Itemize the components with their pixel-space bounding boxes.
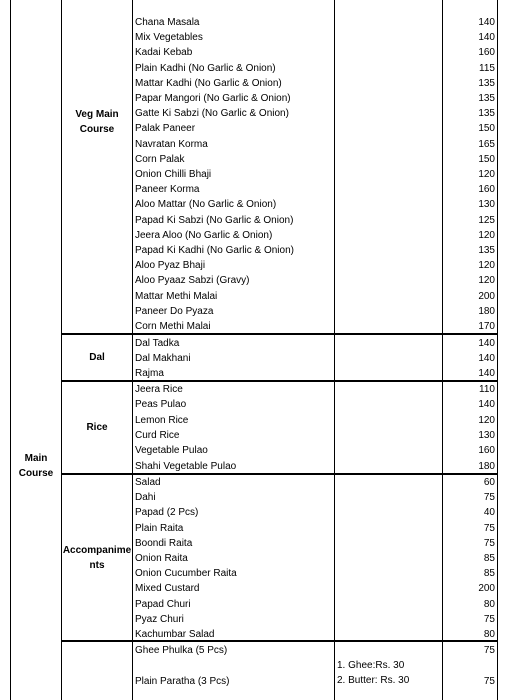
menu-item-name: Boondi Raita (135, 537, 193, 549)
menu-item-price: 75 (483, 613, 495, 625)
separator-rice-accompaniments (61, 473, 498, 475)
menu-item-price: 160 (478, 184, 495, 196)
menu-item-price: 120 (478, 229, 495, 241)
menu-item-price: 80 (483, 598, 495, 610)
menu-item-name: Onion Raita (135, 553, 188, 564)
menu-item-price: 120 (478, 169, 495, 180)
menu-item-name: Chana Masala (135, 17, 200, 28)
menu-item-name: Papad Ki Kadhi (No Garlic & Onion) (135, 245, 294, 256)
menu-item-price: 125 (478, 214, 495, 226)
menu-item-price: 150 (478, 153, 495, 165)
menu-item-price: 170 (478, 321, 495, 332)
menu-item-price: 130 (478, 199, 495, 211)
menu-item-name: Papar Mangori (No Garlic & Onion) (135, 93, 291, 104)
table-border-right (497, 0, 498, 700)
menu-item-name: Mix Vegetables (135, 32, 203, 44)
menu-item-name: Pyaz Churi (135, 613, 184, 625)
menu-item-name: Dal Makhani (135, 353, 191, 365)
menu-item-name: Papad (2 Pcs) (135, 507, 199, 519)
menu-item-price: 160 (478, 47, 495, 59)
menu-item-price: 85 (483, 568, 495, 580)
menu-item-price: 115 (479, 62, 495, 74)
menu-item-name: Mattar Kadhi (No Garlic & Onion) (135, 77, 282, 89)
menu-item-price: 110 (479, 384, 495, 395)
menu-item-name: Lemon Rice (135, 414, 189, 426)
category-veg-main-line2: Course (79, 124, 115, 135)
menu-item-price: 160 (478, 445, 495, 457)
menu-item-price: 150 (478, 123, 495, 135)
menu-item-name: Jeera Rice (135, 384, 183, 395)
table-divider-category (132, 0, 133, 700)
menu-item-name: Rajma (135, 368, 164, 380)
menu-item-price: 140 (478, 17, 495, 28)
category-rice: Rice (86, 422, 108, 433)
table-divider-price (442, 0, 443, 700)
separator-accompaniments-breads (61, 640, 498, 642)
menu-item-name: Mattar Methi Malai (135, 290, 218, 302)
menu-item-price: 135 (478, 245, 495, 256)
menu-item-name: Dahi (135, 492, 156, 504)
menu-item-name: Aloo Mattar (No Garlic & Onion) (135, 199, 277, 211)
menu-item-price: 180 (478, 460, 495, 472)
menu-item-price: 135 (478, 77, 495, 89)
menu-item-price: 135 (478, 108, 495, 120)
table-border-left (10, 0, 11, 700)
menu-item-name: Kachumbar Salad (135, 629, 215, 640)
menu-item-note: 1. Ghee:Rs. 30 (337, 660, 405, 671)
category-accompaniments (62, 543, 132, 573)
menu-item-price: 140 (478, 338, 495, 349)
menu-item-name: Onion Cucumber Raita (135, 568, 237, 580)
menu-item-name: Palak Paneer (135, 123, 196, 135)
menu-item-name: Aloo Pyaz Bhaji (135, 260, 206, 272)
menu-item-price: 120 (478, 275, 495, 287)
menu-item-name: Gatte Ki Sabzi (No Garlic & Onion) (135, 108, 289, 120)
menu-item-price: 75 (483, 522, 495, 534)
menu-item-price: 120 (478, 260, 495, 272)
category-dal: Dal (89, 352, 105, 363)
category-veg-main-line1: Veg Main (75, 109, 119, 120)
menu-item-price: 75 (483, 676, 495, 687)
category-accompaniments-line2: nts (89, 560, 105, 571)
menu-item-price: 85 (483, 553, 495, 564)
menu-item-name: Plain Kadhi (No Garlic & Onion) (135, 62, 276, 74)
menu-item-price: 75 (483, 492, 495, 504)
main-section-label: Main Course (18, 453, 54, 479)
menu-item-price: 200 (478, 583, 495, 595)
menu-item-name: Onion Chilli Bhaji (135, 169, 212, 180)
menu-item-note: 2. Butter: Rs. 30 (337, 675, 410, 686)
menu-item-name: Mixed Custard (135, 583, 200, 595)
menu-item-name: Peas Pulao (135, 399, 187, 411)
menu-item-name: Curd Rice (135, 429, 180, 441)
menu-item-name: Kadai Kebab (135, 47, 193, 59)
menu-item-price: 75 (483, 645, 495, 656)
category-accompaniments-line1: Accompanime (62, 545, 132, 556)
menu-item-name: Dal Tadka (135, 338, 180, 349)
menu-item-name: Plain Raita (135, 522, 184, 534)
category-veg-main (62, 107, 132, 137)
menu-item-price: 80 (483, 629, 495, 640)
menu-item-name: Salad (135, 477, 161, 488)
menu-item-price: 180 (478, 305, 495, 317)
menu-item-name: Aloo Pyaaz Sabzi (Gravy) (135, 275, 250, 287)
menu-item-name: Shahi Vegetable Pulao (135, 460, 237, 472)
menu-item-price: 140 (478, 368, 495, 380)
menu-item-name: Papad Churi (135, 598, 191, 610)
menu-item-price: 165 (478, 138, 495, 150)
menu-item-price: 75 (483, 537, 495, 549)
menu-item-price: 140 (478, 399, 495, 411)
menu-item-price: 60 (483, 477, 495, 488)
menu-item-name: Plain Paratha (3 Pcs) (135, 676, 230, 687)
menu-item-name: Ghee Phulka (5 Pcs) (135, 645, 228, 656)
table-divider-notes (334, 0, 335, 700)
separator-veg-dal (61, 333, 498, 335)
menu-item-name: Navratan Korma (135, 138, 208, 150)
menu-item-price: 130 (478, 429, 495, 441)
menu-item-price: 40 (483, 507, 495, 519)
menu-item-name: Paneer Do Pyaza (135, 305, 214, 317)
menu-item-name: Corn Palak (135, 153, 185, 165)
menu-item-name: Papad Ki Sabzi (No Garlic & Onion) (135, 214, 294, 226)
menu-item-name: Paneer Korma (135, 184, 200, 196)
menu-item-name: Jeera Aloo (No Garlic & Onion) (135, 229, 273, 241)
menu-item-name: Vegetable Pulao (135, 445, 208, 457)
separator-dal-rice (61, 380, 498, 382)
menu-item-name: Corn Methi Malai (135, 321, 211, 332)
menu-item-price: 200 (478, 290, 495, 302)
menu-item-price: 120 (478, 414, 495, 426)
menu-item-price: 135 (478, 93, 495, 104)
menu-item-price: 140 (478, 353, 495, 365)
menu-item-price: 140 (478, 32, 495, 44)
